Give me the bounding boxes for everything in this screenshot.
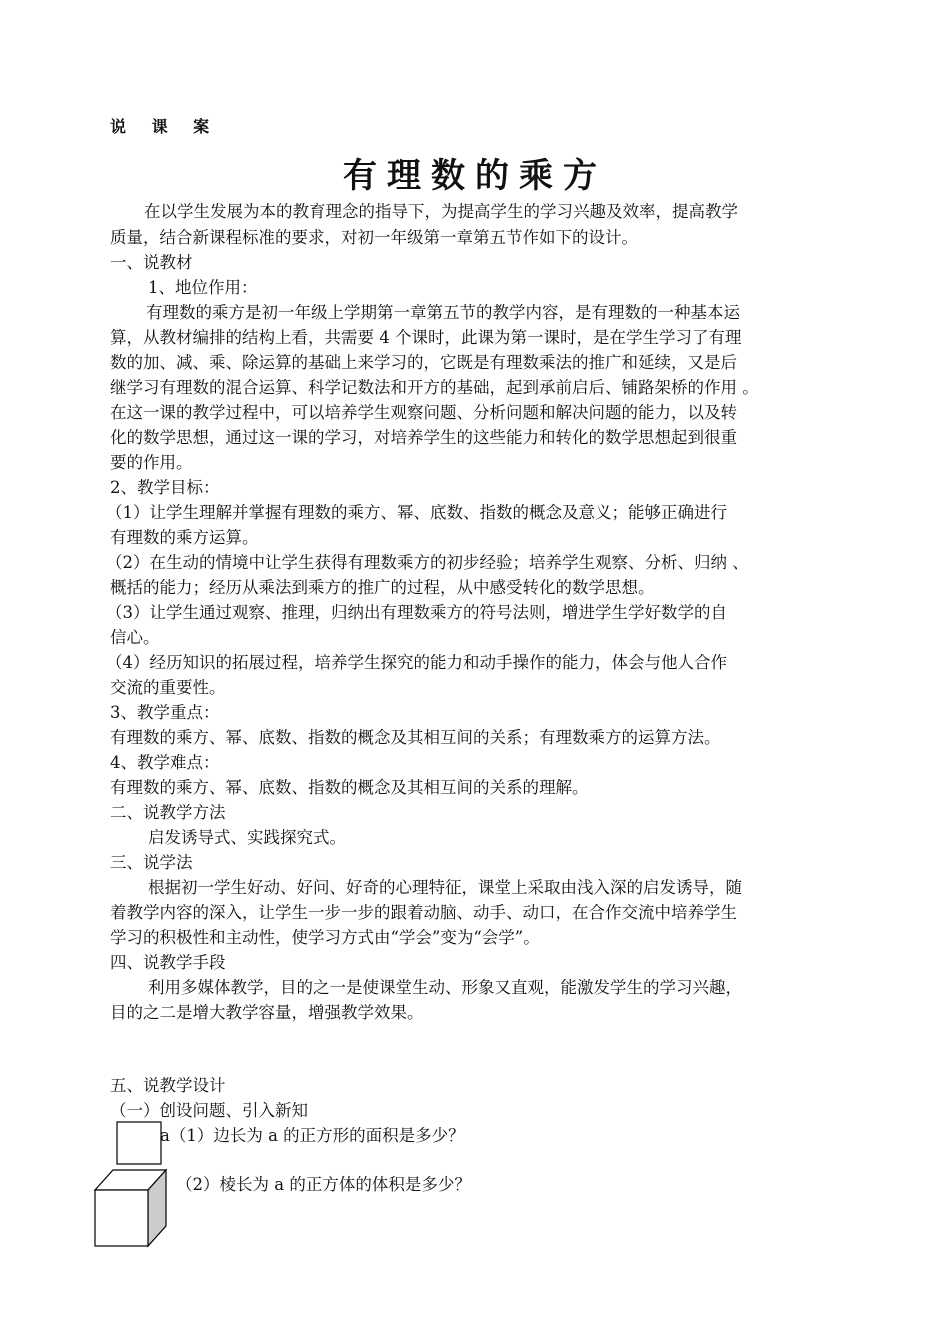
- paragraph-line: 启发诱导式、实践探究式。: [148, 828, 346, 847]
- question-1: a（1）边长为 a 的正方形的面积是多少？: [160, 1126, 465, 1145]
- paragraph-line: （2）在生动的情境中让学生获得有理数乘方的初步经验；培养学生观察、分析、归纳 、: [106, 553, 749, 572]
- paragraph-line: 目的之二是增大教学容量，增强教学效果。: [110, 1003, 424, 1022]
- paragraph-line: （3）让学生通过观察、推理，归纳出有理数乘方的符号法则，增进学生学好数学的自: [106, 603, 727, 622]
- paragraph-line: 信心。: [110, 628, 160, 647]
- paragraph-line: 着教学内容的深入，让学生一步一步的跟着动脑、动手、动口，在合作交流中培养学生: [110, 903, 737, 922]
- intro-line: 在以学生发展为本的教育理念的指导下，为提高学生的学习兴趣及效率，提高教学: [144, 202, 738, 221]
- paragraph-line: 化的数学思想，通过这一课的学习，对培养学生的这些能力和转化的数学思想起到很重: [110, 428, 737, 447]
- paragraph-line: 数的加、减、乘、除运算的基础上来学习的，它既是有理数乘法的推广和延续，又是后: [110, 353, 737, 372]
- paragraph-line: 概括的能力；经历从乘法到乘方的推广的过程，从中感受转化的数学思想。: [110, 578, 655, 597]
- paragraph-line: 利用多媒体教学，目的之一是使课堂生动、形象又直观，能激发学生的学习兴趣，: [148, 978, 742, 997]
- paragraph-line: 有理数的乘方是初一年级上学期第一章第五节的教学内容，是有理数的一种基本运: [146, 303, 740, 322]
- shapes-figure: [90, 1118, 180, 1258]
- intro-line: 质量，结合新课程标准的要求，对初一年级第一章第五节作如下的设计。: [110, 228, 638, 247]
- subsection-heading: （一）创设问题、引入新知: [110, 1101, 308, 1120]
- subsection-heading: 4、教学难点：: [110, 753, 220, 772]
- section-heading: 一、说教材: [110, 253, 193, 272]
- document-title: 有理数的乘方: [343, 156, 607, 196]
- paragraph-line: 继学习有理数的混合运算、科学记数法和开方的基础，起到承前启后、铺路架桥的作用 。: [110, 378, 759, 397]
- paragraph-line: 算，从教材编排的结构上看，共需要 4 个课时，此课为第一课时，是在学生学习了有理: [110, 328, 742, 347]
- section-heading: 四、说教学手段: [110, 953, 226, 972]
- document-header: 说 课 案: [110, 117, 220, 136]
- paragraph-line: 有理数的乘方、幂、底数、指数的概念及其相互间的关系；有理数乘方的运算方法。: [110, 728, 721, 747]
- paragraph-line: 有理数的乘方运算。: [110, 528, 259, 547]
- paragraph-line: 要的作用。: [110, 453, 193, 472]
- paragraph-line: 根据初一学生好动、好问、好奇的心理特征，课堂上采取由浅入深的启发诱导，随: [148, 878, 742, 897]
- section-heading: 二、说教学方法: [110, 803, 226, 822]
- paragraph-line: 在这一课的教学过程中，可以培养学生观察问题、分析问题和解决问题的能力，以及转: [110, 403, 737, 422]
- paragraph-line: 学习的积极性和主动性，使学习方式由“学会”变为“会学”。: [110, 928, 540, 947]
- subsection-heading: 1、地位作用：: [148, 278, 258, 297]
- square-figure: [117, 1122, 161, 1164]
- question-2: （2）棱长为 a 的正方体的体积是多少？: [176, 1175, 471, 1194]
- paragraph-line: 有理数的乘方、幂、底数、指数的概念及其相互间的关系的理解。: [110, 778, 589, 797]
- subsection-heading: 2、教学目标：: [110, 478, 220, 497]
- section-heading: 五、说教学设计: [110, 1076, 226, 1095]
- subsection-heading: 3、教学重点：: [110, 703, 220, 722]
- paragraph-line: （1）让学生理解并掌握有理数的乘方、幂、底数、指数的概念及意义；能够正确进行: [106, 503, 727, 522]
- section-heading: 三、说学法: [110, 853, 193, 872]
- paragraph-line: 交流的重要性。: [110, 678, 226, 697]
- cube-figure: [95, 1170, 166, 1246]
- paragraph-line: （4）经历知识的拓展过程，培养学生探究的能力和动手操作的能力，体会与他人合作: [106, 653, 727, 672]
